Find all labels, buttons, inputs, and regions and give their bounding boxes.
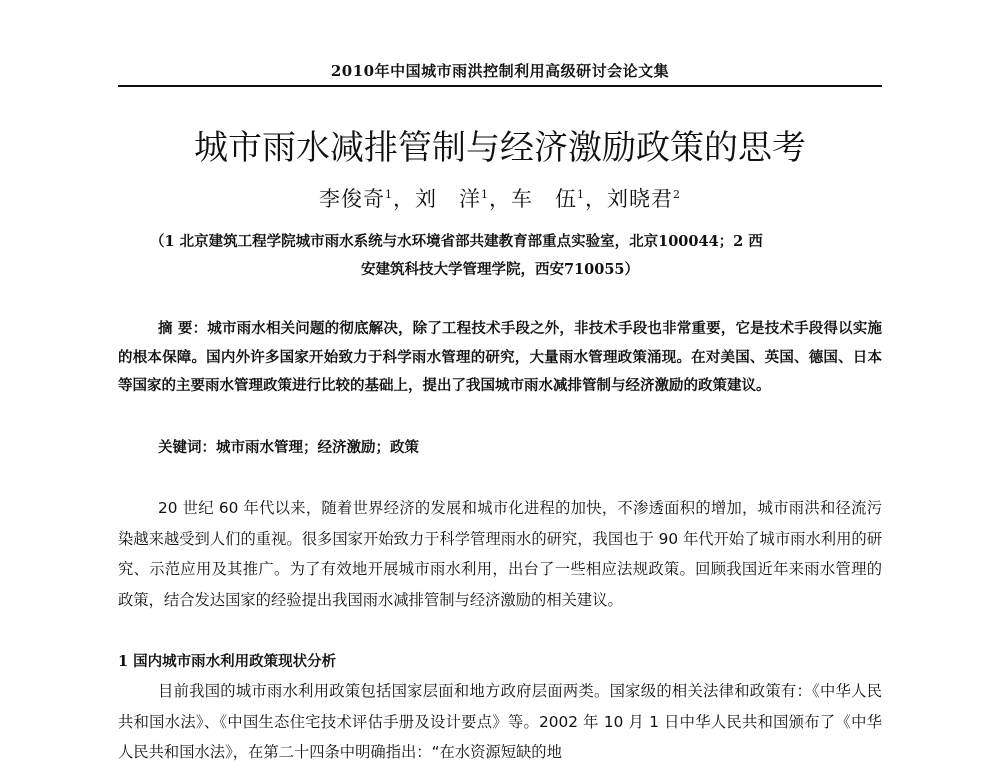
- section-heading: 1 国内城市雨水利用政策现状分析: [118, 653, 337, 670]
- author-list: [110, 183, 890, 213]
- keywords-label: 关键词：: [158, 440, 216, 456]
- header-rule: [118, 85, 882, 87]
- affiliation-mark: 1: [481, 188, 489, 201]
- author-name: 刘晓君: [607, 187, 673, 211]
- paper-title: 城市雨水减排管制与经济激励政策的思考: [194, 128, 806, 168]
- abstract-label: 摘 要：: [158, 321, 208, 337]
- affiliation-mark: 1: [577, 188, 585, 201]
- abstract-text: 城市雨水相关问题的彻底解决，除了工程技术手段之外，非技术手段也非常重要，它是技术手段得以实施的根本保障。国内外许多国家开始致力于科学雨水管理的研究，大量雨水管理政策涌现。在对美国、英国、德国、日本等国家的主要雨水管理政策进行比较的基础上，提出了我国城市雨水减排管制与经济激励的政策建议。: [118, 320, 882, 394]
- affiliation-line: 安建筑科技大学管理学院，西安710055）: [360, 261, 640, 278]
- author-separator: ，: [585, 187, 607, 211]
- author-name: 李俊奇: [319, 187, 385, 211]
- author-separator: ，: [489, 187, 511, 211]
- author-name: 车 伍: [511, 187, 577, 211]
- running-header: 2010年中国城市雨洪控制利用高级研讨会论文集: [330, 62, 670, 80]
- affiliation-mark: 2: [673, 188, 681, 201]
- affiliation-mark: 1: [385, 188, 393, 201]
- section-paragraph: 目前我国的城市雨水利用政策包括国家层面和地方政府层面两类。国家级的相关法律和政策有：《中华人民共和国水法》、《中国生态住宅技术评估手册及设计要点》等。2002 年 10 月 1 日中华人民共和国颁布了《中华人民共和国水法》，在第二十四条中明确指出：“在水资源短缺的地: [118, 682, 882, 761]
- affiliation-line: （1 北京建筑工程学院城市雨水系统与水环境省部共建教育部重点实验室，北京100044；2 西: [150, 233, 763, 250]
- keywords: [158, 436, 419, 457]
- intro-paragraph: 20 世纪 60 年代以来，随着世界经济的发展和城市化进程的加快，不渗透面积的增加，城市雨洪和径流污染越来越受到人们的重视。很多国家开始致力于科学管理雨水的研究，我国也于 90 年代开始了城市雨水利用的研究、示范应用及其推广。为了有效地开展城市雨水利用，出台了一些相应法规政策。回顾我国近年来雨水管理的政策，结合发达国家的经验提出我国雨水减排管制与经济激励的相关建议。: [118, 499, 882, 609]
- author-name: 刘 洋: [415, 187, 481, 211]
- abstract: [118, 315, 882, 401]
- author-separator: ，: [393, 187, 415, 211]
- keywords-text: 城市雨水管理；经济激励；政策: [216, 439, 419, 456]
